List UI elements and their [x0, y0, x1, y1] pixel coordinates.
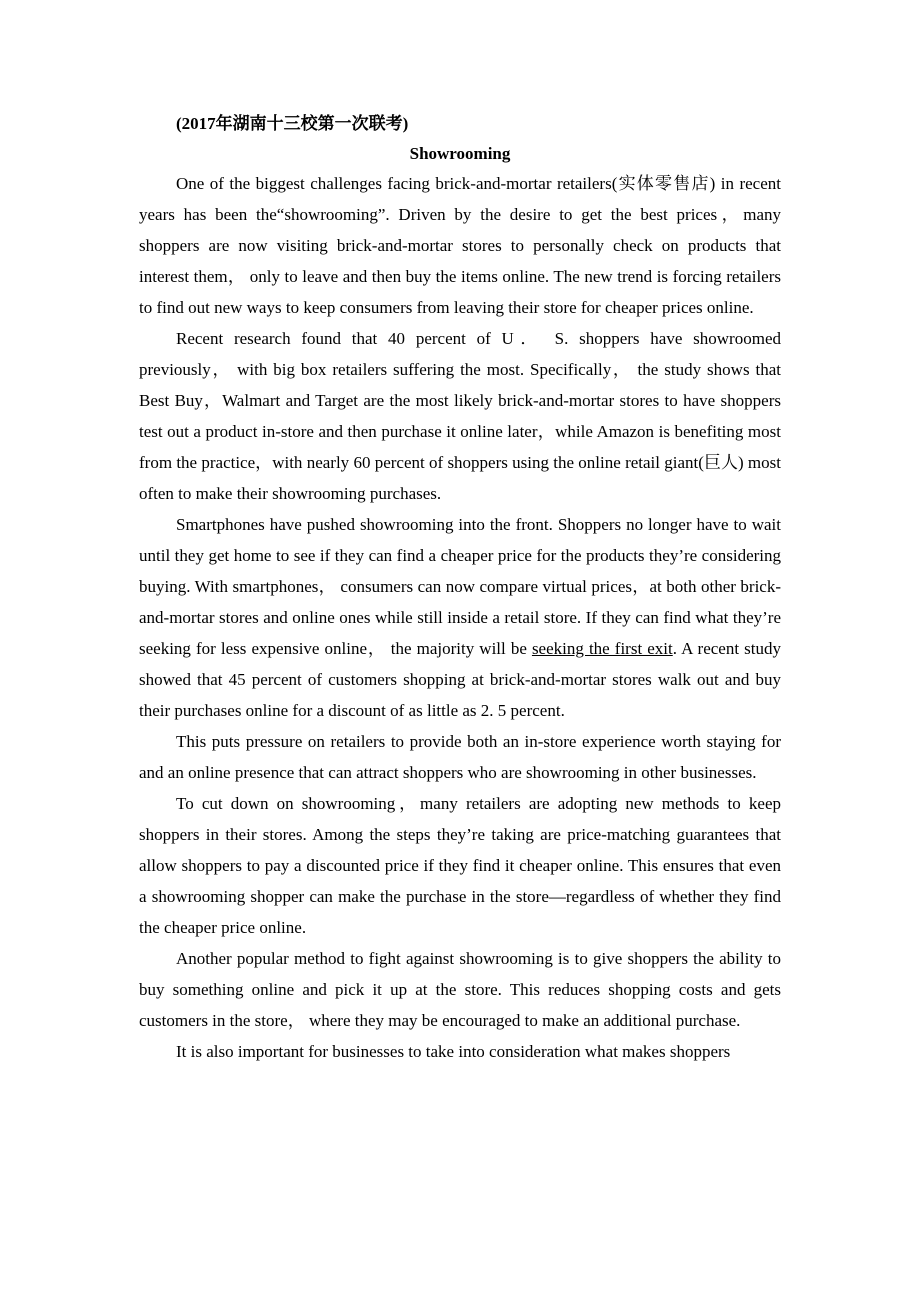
- paragraph-3-text-before: Smartphones have pushed showrooming into the front. Shoppers no longer have to wait until they get home to see if they can find a cheaper price for the products they’re considering buying. With smartphones， consumers can now compare virtual prices，at both other brick‐and‐mortar stores and online ones while still inside a retail store. If they can find what they’re seeking for less expensive online， the majority will be: [139, 515, 781, 658]
- paragraph-4: This puts pressure on retailers to provide both an in‐store experience worth staying for and an online presence that can attract shoppers who are showrooming in other businesses.: [139, 732, 781, 782]
- paragraph-2: Recent research found that 40 percent of U． S. shoppers have showroomed previously， with big box retailers suffering the most. Specifically， the study shows that Best Buy，Walmart and Target are the most likely brick-and-mortar stores to have shoppers test out a product in-store and then purchase it online later，while Amazon is benefiting most from the practice，with nearly 60 percent of shoppers using the online retail giant(巨人) most often to make their showrooming purchases.: [139, 329, 781, 503]
- paragraph-3: [139, 509, 781, 726]
- underlined-phrase: seeking the first exit: [531, 639, 673, 658]
- paragraph-5: To cut down on showrooming，many retailers are adopting new methods to keep shoppers in their stores. Among the steps they’re taking are price‐matching guarantees that allow shoppers to pay a discounted price if they find it cheaper online. This ensures that even a showrooming shopper can make the purchase in the store—regardless of whether they find the cheaper price online.: [139, 794, 781, 937]
- paragraph-3-text-after: . A recent study showed that 45 percent of customers shopping at brick-and-mortar stores walk out and buy their purchases online for a discount of as little as 2. 5 percent.: [139, 639, 781, 720]
- article-body: [139, 168, 781, 1067]
- paragraph-7: It is also important for businesses to take into consideration what makes shoppers: [176, 1042, 731, 1061]
- exam-source-label: (2017年湖南十三校第一次联考): [176, 114, 409, 133]
- article-title: Showrooming: [409, 144, 511, 163]
- paragraph-6: Another popular method to fight against showrooming is to give shoppers the ability to buy something online and pick it up at the store. This reduces shopping costs and gets customers in the store， where they may be encouraged to make an additional purchase.: [139, 949, 781, 1030]
- paragraph-1: One of the biggest challenges facing brick‐and‐mortar retailers(实体零售店) in recent years has been the“showrooming”. Driven by the desire to get the best prices，many shoppers are now visiting brick‐and‐mortar stores to personally check on products that interest them， only to leave and then buy the items online. The new trend is forcing retailers to find out new ways to keep consumers from leaving their store for cheaper prices online.: [139, 174, 781, 317]
